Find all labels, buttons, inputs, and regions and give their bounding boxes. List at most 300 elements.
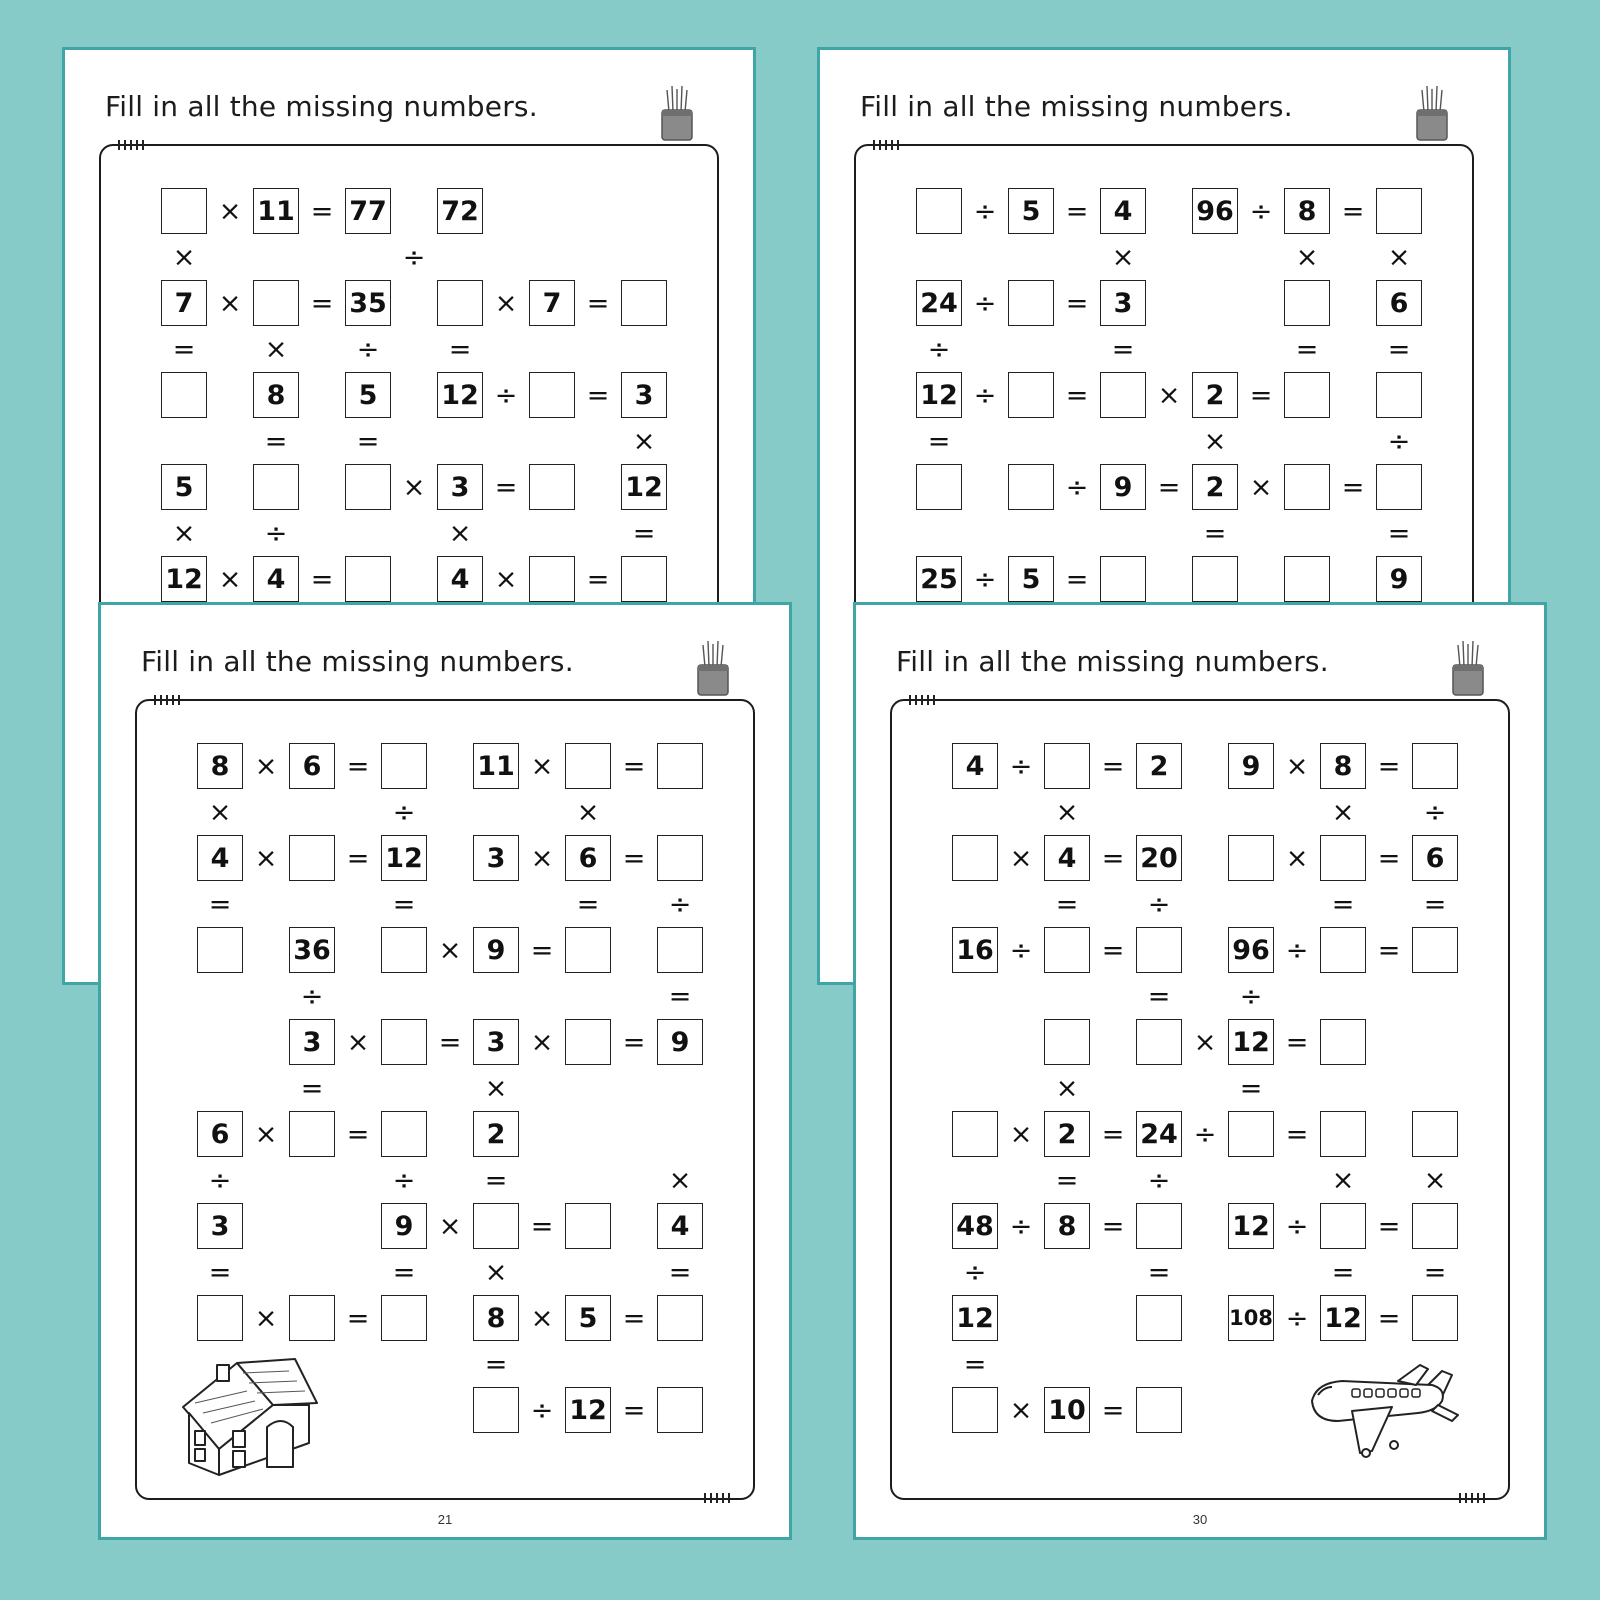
answer-box[interactable] xyxy=(253,280,299,326)
divide-sign: ÷ xyxy=(392,1164,416,1196)
answer-box[interactable] xyxy=(161,372,207,418)
given-number: 25 xyxy=(916,556,962,602)
pencil-cup-icon xyxy=(657,84,697,142)
equals-sign: = xyxy=(448,333,472,365)
multiply-sign: × xyxy=(448,517,472,549)
given-number: 5 xyxy=(345,372,391,418)
given-number: 8 xyxy=(1320,743,1366,789)
given-number: 4 xyxy=(437,556,483,602)
equals-sign: = xyxy=(1377,842,1401,874)
equals-sign: = xyxy=(622,1026,646,1058)
binder-ticks xyxy=(1458,1491,1490,1505)
answer-box[interactable] xyxy=(253,464,299,510)
answer-box[interactable] xyxy=(1044,1019,1090,1065)
equals-sign: = xyxy=(300,1072,324,1104)
divide-sign: ÷ xyxy=(1009,934,1033,966)
equals-sign: = xyxy=(346,1118,370,1150)
equals-sign: = xyxy=(438,1026,462,1058)
divide-sign: ÷ xyxy=(973,379,997,411)
answer-box[interactable] xyxy=(1412,1203,1458,1249)
given-number: 4 xyxy=(657,1203,703,1249)
equals-sign: = xyxy=(1065,287,1089,319)
divide-sign: ÷ xyxy=(973,563,997,595)
divide-sign: ÷ xyxy=(1193,1118,1217,1150)
multiply-sign: × xyxy=(1009,1118,1033,1150)
answer-box[interactable] xyxy=(621,556,667,602)
answer-box[interactable] xyxy=(1376,372,1422,418)
given-number: 5 xyxy=(161,464,207,510)
given-number: 12 xyxy=(381,835,427,881)
answer-box[interactable] xyxy=(1412,1111,1458,1157)
answer-box[interactable] xyxy=(565,743,611,789)
answer-box[interactable] xyxy=(1008,372,1054,418)
multiply-sign: × xyxy=(172,517,196,549)
multiply-sign: × xyxy=(1331,796,1355,828)
answer-box[interactable] xyxy=(1284,280,1330,326)
binder-ticks xyxy=(872,138,904,152)
multiply-sign: × xyxy=(218,563,242,595)
answer-box[interactable] xyxy=(289,1111,335,1157)
equals-sign: = xyxy=(346,750,370,782)
equals-sign: = xyxy=(484,1348,508,1380)
multiply-sign: × xyxy=(494,563,518,595)
equals-sign: = xyxy=(310,195,334,227)
answer-box[interactable] xyxy=(381,743,427,789)
answer-box[interactable] xyxy=(621,280,667,326)
given-number: 12 xyxy=(1228,1203,1274,1249)
divide-sign: ÷ xyxy=(1249,195,1273,227)
equals-sign: = xyxy=(1101,750,1125,782)
given-number: 36 xyxy=(289,927,335,973)
multiply-sign: × xyxy=(1387,241,1411,273)
divide-sign: ÷ xyxy=(1285,934,1309,966)
answer-box[interactable] xyxy=(1320,1019,1366,1065)
equals-sign: = xyxy=(310,287,334,319)
multiply-sign: × xyxy=(1055,1072,1079,1104)
given-number: 2 xyxy=(1136,743,1182,789)
equals-sign: = xyxy=(1377,934,1401,966)
answer-box[interactable] xyxy=(1284,556,1330,602)
answer-box[interactable] xyxy=(381,1111,427,1157)
answer-box[interactable] xyxy=(473,1203,519,1249)
divide-sign: ÷ xyxy=(668,888,692,920)
worksheet-title: Fill in all the missing numbers. xyxy=(141,645,574,678)
answer-box[interactable] xyxy=(1412,743,1458,789)
equals-sign: = xyxy=(1203,517,1227,549)
answer-box[interactable] xyxy=(1136,1295,1182,1341)
equals-sign: = xyxy=(1331,888,1355,920)
given-number: 3 xyxy=(1100,280,1146,326)
multiply-sign: × xyxy=(1295,241,1319,273)
multiply-sign: × xyxy=(254,750,278,782)
multiply-sign: × xyxy=(530,1302,554,1334)
equals-sign: = xyxy=(530,1210,554,1242)
given-number: 3 xyxy=(621,372,667,418)
divide-sign: ÷ xyxy=(1423,796,1447,828)
equals-sign: = xyxy=(1295,333,1319,365)
equals-sign: = xyxy=(1101,1118,1125,1150)
equals-sign: = xyxy=(1111,333,1135,365)
multiply-sign: × xyxy=(172,241,196,273)
given-number: 20 xyxy=(1136,835,1182,881)
equals-sign: = xyxy=(1285,1026,1309,1058)
equals-sign: = xyxy=(1285,1118,1309,1150)
answer-box[interactable] xyxy=(1320,1111,1366,1157)
puzzle-frame xyxy=(135,699,755,1500)
divide-sign: ÷ xyxy=(1009,1210,1033,1242)
airplane-illustration xyxy=(1302,1361,1462,1461)
multiply-sign: × xyxy=(1203,425,1227,457)
given-number: 12 xyxy=(437,372,483,418)
equals-sign: = xyxy=(310,563,334,595)
answer-box[interactable] xyxy=(952,1387,998,1433)
given-number: 8 xyxy=(473,1295,519,1341)
divide-sign: ÷ xyxy=(264,517,288,549)
multiply-sign: × xyxy=(576,796,600,828)
given-number: 9 xyxy=(1376,556,1422,602)
answer-box[interactable] xyxy=(529,372,575,418)
equals-sign: = xyxy=(530,934,554,966)
given-number: 24 xyxy=(916,280,962,326)
equals-sign: = xyxy=(1341,471,1365,503)
equals-sign: = xyxy=(346,1302,370,1334)
given-number: 3 xyxy=(473,1019,519,1065)
multiply-sign: × xyxy=(1285,750,1309,782)
given-number: 9 xyxy=(1228,743,1274,789)
divide-sign: ÷ xyxy=(402,241,426,273)
divide-sign: ÷ xyxy=(300,980,324,1012)
given-number: 11 xyxy=(253,188,299,234)
answer-box[interactable] xyxy=(952,1111,998,1157)
given-number: 12 xyxy=(1320,1295,1366,1341)
answer-box[interactable] xyxy=(1136,927,1182,973)
equals-sign: = xyxy=(1331,1256,1355,1288)
multiply-sign: × xyxy=(254,1302,278,1334)
worksheet-page-3 xyxy=(98,602,792,1540)
given-number: 3 xyxy=(197,1203,243,1249)
divide-sign: ÷ xyxy=(1285,1210,1309,1242)
answer-box[interactable] xyxy=(345,464,391,510)
multiply-sign: × xyxy=(402,471,426,503)
equals-sign: = xyxy=(356,425,380,457)
given-number: 4 xyxy=(1044,835,1090,881)
equals-sign: = xyxy=(1065,379,1089,411)
given-number: 77 xyxy=(345,188,391,234)
given-number: 12 xyxy=(161,556,207,602)
answer-box[interactable] xyxy=(289,835,335,881)
given-number: 5 xyxy=(1008,188,1054,234)
divide-sign: ÷ xyxy=(1147,888,1171,920)
given-number: 2 xyxy=(1192,372,1238,418)
equals-sign: = xyxy=(586,563,610,595)
given-number: 96 xyxy=(1228,927,1274,973)
multiply-sign: × xyxy=(218,287,242,319)
answer-box[interactable] xyxy=(381,927,427,973)
pencil-cup-icon xyxy=(1412,84,1452,142)
equals-sign: = xyxy=(208,888,232,920)
answer-box[interactable] xyxy=(1284,464,1330,510)
equals-sign: = xyxy=(1387,517,1411,549)
answer-box[interactable] xyxy=(1320,927,1366,973)
multiply-sign: × xyxy=(494,287,518,319)
divide-sign: ÷ xyxy=(494,379,518,411)
equals-sign: = xyxy=(1101,842,1125,874)
multiply-sign: × xyxy=(632,425,656,457)
equals-sign: = xyxy=(576,888,600,920)
given-number: 12 xyxy=(621,464,667,510)
equals-sign: = xyxy=(1387,333,1411,365)
divide-sign: ÷ xyxy=(1147,1164,1171,1196)
equals-sign: = xyxy=(963,1348,987,1380)
given-number: 6 xyxy=(565,835,611,881)
answer-box[interactable] xyxy=(1044,743,1090,789)
given-number: 8 xyxy=(1044,1203,1090,1249)
equals-sign: = xyxy=(622,1394,646,1426)
answer-box[interactable] xyxy=(565,1203,611,1249)
given-number: 9 xyxy=(657,1019,703,1065)
given-number: 2 xyxy=(473,1111,519,1157)
divide-sign: ÷ xyxy=(1387,425,1411,457)
answer-box[interactable] xyxy=(916,188,962,234)
given-number: 12 xyxy=(1228,1019,1274,1065)
equals-sign: = xyxy=(586,287,610,319)
multiply-sign: × xyxy=(1193,1026,1217,1058)
given-number: 2 xyxy=(1192,464,1238,510)
answer-box[interactable] xyxy=(1136,1387,1182,1433)
answer-box[interactable] xyxy=(529,464,575,510)
pencil-cup-icon xyxy=(693,639,733,697)
given-number: 12 xyxy=(916,372,962,418)
multiply-sign: × xyxy=(484,1072,508,1104)
multiply-sign: × xyxy=(1249,471,1273,503)
equals-sign: = xyxy=(1101,934,1125,966)
equals-sign: = xyxy=(392,1256,416,1288)
answer-box[interactable] xyxy=(381,1295,427,1341)
answer-box[interactable] xyxy=(657,835,703,881)
equals-sign: = xyxy=(1065,195,1089,227)
house-illustration xyxy=(177,1351,321,1481)
given-number: 7 xyxy=(529,280,575,326)
multiply-sign: × xyxy=(1111,241,1135,273)
answer-box[interactable] xyxy=(197,927,243,973)
equals-sign: = xyxy=(1101,1394,1125,1426)
answer-box[interactable] xyxy=(161,188,207,234)
multiply-sign: × xyxy=(668,1164,692,1196)
divide-sign: ÷ xyxy=(963,1256,987,1288)
given-number: 3 xyxy=(437,464,483,510)
answer-box[interactable] xyxy=(657,927,703,973)
divide-sign: ÷ xyxy=(208,1164,232,1196)
given-number: 5 xyxy=(1008,556,1054,602)
answer-box[interactable] xyxy=(916,464,962,510)
given-number: 48 xyxy=(952,1203,998,1249)
given-number: 8 xyxy=(1284,188,1330,234)
answer-box[interactable] xyxy=(657,1387,703,1433)
binder-ticks xyxy=(703,1491,735,1505)
given-number: 12 xyxy=(952,1295,998,1341)
answer-box[interactable] xyxy=(1412,1295,1458,1341)
divide-sign: ÷ xyxy=(1239,980,1263,1012)
worksheet-title: Fill in all the missing numbers. xyxy=(896,645,1329,678)
answer-box[interactable] xyxy=(565,1019,611,1065)
given-number: 9 xyxy=(381,1203,427,1249)
answer-box[interactable] xyxy=(1136,1203,1182,1249)
multiply-sign: × xyxy=(1285,842,1309,874)
given-number: 72 xyxy=(437,188,483,234)
given-number: 7 xyxy=(161,280,207,326)
answer-box[interactable] xyxy=(1320,1203,1366,1249)
divide-sign: ÷ xyxy=(530,1394,554,1426)
equals-sign: = xyxy=(632,517,656,549)
multiply-sign: × xyxy=(264,333,288,365)
given-number: 35 xyxy=(345,280,391,326)
multiply-sign: × xyxy=(218,195,242,227)
equals-sign: = xyxy=(346,842,370,874)
answer-box[interactable] xyxy=(289,1295,335,1341)
answer-box[interactable] xyxy=(1412,927,1458,973)
given-number: 4 xyxy=(1100,188,1146,234)
equals-sign: = xyxy=(1055,888,1079,920)
given-number: 11 xyxy=(473,743,519,789)
multiply-sign: × xyxy=(254,842,278,874)
equals-sign: = xyxy=(622,842,646,874)
multiply-sign: × xyxy=(1009,1394,1033,1426)
given-number: 2 xyxy=(1044,1111,1090,1157)
answer-box[interactable] xyxy=(345,556,391,602)
given-number: 8 xyxy=(197,743,243,789)
equals-sign: = xyxy=(1239,1072,1263,1104)
multiply-sign: × xyxy=(1423,1164,1447,1196)
given-number: 5 xyxy=(565,1295,611,1341)
multiply-sign: × xyxy=(530,1026,554,1058)
multiply-sign: × xyxy=(346,1026,370,1058)
answer-box[interactable] xyxy=(473,1387,519,1433)
given-number: 4 xyxy=(952,743,998,789)
binder-ticks xyxy=(153,693,185,707)
multiply-sign: × xyxy=(530,750,554,782)
answer-box[interactable] xyxy=(1320,835,1366,881)
equals-sign: = xyxy=(1423,1256,1447,1288)
divide-sign: ÷ xyxy=(1009,750,1033,782)
given-number: 24 xyxy=(1136,1111,1182,1157)
given-number: 6 xyxy=(197,1111,243,1157)
answer-box[interactable] xyxy=(437,280,483,326)
puzzle-frame xyxy=(890,699,1510,1500)
multiply-sign: × xyxy=(1331,1164,1355,1196)
answer-box[interactable] xyxy=(381,1019,427,1065)
equals-sign: = xyxy=(1101,1210,1125,1242)
multiply-sign: × xyxy=(438,1210,462,1242)
answer-box[interactable] xyxy=(1044,927,1090,973)
equals-sign: = xyxy=(668,1256,692,1288)
answer-box[interactable] xyxy=(1136,1019,1182,1065)
equals-sign: = xyxy=(1341,195,1365,227)
answer-box[interactable] xyxy=(1008,280,1054,326)
answer-box[interactable] xyxy=(529,556,575,602)
answer-box[interactable] xyxy=(1284,372,1330,418)
answer-box[interactable] xyxy=(565,927,611,973)
binder-ticks xyxy=(117,138,149,152)
worksheet-title: Fill in all the missing numbers. xyxy=(860,90,1293,123)
equals-sign: = xyxy=(264,425,288,457)
answer-box[interactable] xyxy=(1008,464,1054,510)
answer-box[interactable] xyxy=(657,743,703,789)
answer-box[interactable] xyxy=(657,1295,703,1341)
answer-box[interactable] xyxy=(952,835,998,881)
equals-sign: = xyxy=(172,333,196,365)
answer-box[interactable] xyxy=(1228,835,1274,881)
answer-box[interactable] xyxy=(1192,556,1238,602)
answer-box[interactable] xyxy=(1376,464,1422,510)
pencil-cup-icon xyxy=(1448,639,1488,697)
given-number: 3 xyxy=(473,835,519,881)
divide-sign: ÷ xyxy=(973,195,997,227)
equals-sign: = xyxy=(1377,750,1401,782)
given-number: 4 xyxy=(197,835,243,881)
answer-box[interactable] xyxy=(1100,372,1146,418)
binder-ticks xyxy=(908,693,940,707)
worksheet-page-4 xyxy=(853,602,1547,1540)
equals-sign: = xyxy=(1147,980,1171,1012)
multiply-sign: × xyxy=(254,1118,278,1150)
given-number: 6 xyxy=(1412,835,1458,881)
equals-sign: = xyxy=(622,750,646,782)
given-number: 96 xyxy=(1192,188,1238,234)
equals-sign: = xyxy=(392,888,416,920)
given-number: 16 xyxy=(952,927,998,973)
equals-sign: = xyxy=(1377,1302,1401,1334)
equals-sign: = xyxy=(208,1256,232,1288)
given-number: 6 xyxy=(289,743,335,789)
answer-box[interactable] xyxy=(1100,556,1146,602)
multiply-sign: × xyxy=(530,842,554,874)
given-number: 6 xyxy=(1376,280,1422,326)
equals-sign: = xyxy=(1055,1164,1079,1196)
equals-sign: = xyxy=(494,471,518,503)
multiply-sign: × xyxy=(1009,842,1033,874)
given-number: 9 xyxy=(473,927,519,973)
equals-sign: = xyxy=(668,980,692,1012)
equals-sign: = xyxy=(1065,563,1089,595)
divide-sign: ÷ xyxy=(1285,1302,1309,1334)
page-number: 21 xyxy=(437,1512,453,1527)
answer-box[interactable] xyxy=(197,1295,243,1341)
equals-sign: = xyxy=(484,1164,508,1196)
divide-sign: ÷ xyxy=(356,333,380,365)
equals-sign: = xyxy=(1377,1210,1401,1242)
equals-sign: = xyxy=(1147,1256,1171,1288)
multiply-sign: × xyxy=(438,934,462,966)
divide-sign: ÷ xyxy=(927,333,951,365)
given-number: 108 xyxy=(1228,1295,1274,1341)
equals-sign: = xyxy=(622,1302,646,1334)
given-number: 8 xyxy=(253,372,299,418)
equals-sign: = xyxy=(1423,888,1447,920)
equals-sign: = xyxy=(927,425,951,457)
answer-box[interactable] xyxy=(1376,188,1422,234)
given-number: 4 xyxy=(253,556,299,602)
divide-sign: ÷ xyxy=(1065,471,1089,503)
given-number: 10 xyxy=(1044,1387,1090,1433)
page-number: 30 xyxy=(1192,1512,1208,1527)
multiply-sign: × xyxy=(484,1256,508,1288)
answer-box[interactable] xyxy=(1228,1111,1274,1157)
given-number: 12 xyxy=(565,1387,611,1433)
divide-sign: ÷ xyxy=(392,796,416,828)
divide-sign: ÷ xyxy=(973,287,997,319)
equals-sign: = xyxy=(1157,471,1181,503)
given-number: 9 xyxy=(1100,464,1146,510)
